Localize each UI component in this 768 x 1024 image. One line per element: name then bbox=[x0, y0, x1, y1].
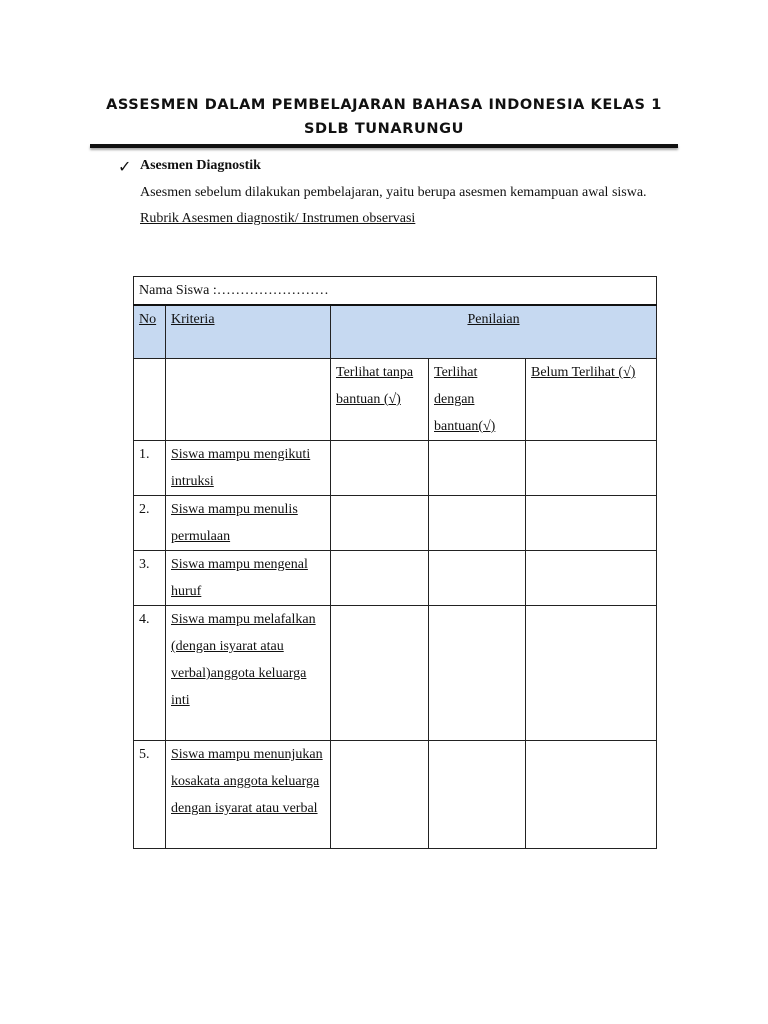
subheader-cell bbox=[429, 359, 526, 441]
col-header-penilaian-text: Penilaian bbox=[467, 312, 520, 327]
title-line-2: SDLB TUNARUNGU bbox=[304, 121, 464, 137]
row-number: 5. bbox=[134, 741, 166, 849]
row-criteria bbox=[166, 496, 331, 551]
section-heading-text: Asesmen Diagnostik bbox=[140, 158, 261, 173]
row-criteria-text: Siswa mampu mengikuti intruksi bbox=[171, 447, 311, 489]
table-row bbox=[134, 441, 657, 496]
row-criteria-text: Siswa mampu mengenal huruf bbox=[171, 557, 308, 599]
rubric-label: Rubrik Asesmen diagnostik/ Instrumen observasi bbox=[140, 211, 416, 226]
score-cell[interactable] bbox=[429, 741, 526, 849]
row-criteria-text: Siswa mampu melafalkan (dengan isyarat atau verbal)anggota keluarga inti bbox=[171, 612, 316, 708]
score-cell[interactable] bbox=[526, 441, 657, 496]
table-row bbox=[134, 741, 657, 849]
diagnostic-section bbox=[118, 156, 658, 232]
score-cell[interactable] bbox=[429, 496, 526, 551]
row-number: 1. bbox=[134, 441, 166, 496]
score-cell[interactable] bbox=[429, 606, 526, 741]
checkmark-icon: ✓ bbox=[118, 156, 132, 176]
col-header-no-text: No bbox=[139, 312, 157, 327]
student-name-row bbox=[134, 277, 657, 306]
score-cell[interactable] bbox=[331, 496, 429, 551]
col-header-no bbox=[134, 305, 166, 359]
score-cell[interactable] bbox=[429, 441, 526, 496]
col-header-penilaian bbox=[331, 305, 657, 359]
score-cell[interactable] bbox=[526, 606, 657, 741]
table-header-row bbox=[134, 305, 657, 359]
score-cell[interactable] bbox=[331, 606, 429, 741]
score-cell[interactable] bbox=[526, 551, 657, 606]
score-cell[interactable] bbox=[526, 496, 657, 551]
title-line-1: ASSESMEN DALAM PEMBELAJARAN BAHASA INDONESIA KELAS 1 bbox=[106, 97, 662, 113]
score-cell[interactable] bbox=[331, 441, 429, 496]
score-cell[interactable] bbox=[331, 741, 429, 849]
col-header-kriteria-text: Kriteria bbox=[171, 312, 215, 327]
row-criteria bbox=[166, 441, 331, 496]
row-criteria bbox=[166, 741, 331, 849]
subheader-empty-no bbox=[134, 359, 166, 441]
title-divider bbox=[90, 144, 678, 148]
row-criteria bbox=[166, 551, 331, 606]
assessment-table bbox=[133, 276, 657, 849]
score-cell[interactable] bbox=[429, 551, 526, 606]
student-name-label: Nama Siswa :…………………… bbox=[139, 283, 329, 298]
student-name-field[interactable] bbox=[134, 277, 657, 306]
table-row bbox=[134, 496, 657, 551]
subheader-cell bbox=[331, 359, 429, 441]
subheader-row bbox=[134, 359, 657, 441]
row-criteria-text: Siswa mampu menunjukan kosakata anggota keluarga dengan isyarat atau verbal bbox=[171, 747, 323, 816]
subheader-text: Belum Terlihat (√) bbox=[531, 365, 636, 380]
row-criteria-text: Siswa mampu menulis permulaan bbox=[171, 502, 298, 544]
subheader-cell bbox=[526, 359, 657, 441]
col-header-kriteria bbox=[166, 305, 331, 359]
subheader-empty-kriteria bbox=[166, 359, 331, 441]
score-cell[interactable] bbox=[526, 741, 657, 849]
document-title bbox=[90, 93, 678, 141]
subheader-text: Terlihat dengan bantuan(√) bbox=[434, 365, 496, 434]
table-row bbox=[134, 551, 657, 606]
section-description: Asesmen sebelum dilakukan pembelajaran, yaitu berupa asesmen kemampuan awal siswa. bbox=[140, 185, 647, 200]
row-criteria bbox=[166, 606, 331, 741]
table-row bbox=[134, 606, 657, 741]
row-number: 2. bbox=[134, 496, 166, 551]
row-number: 4. bbox=[134, 606, 166, 741]
score-cell[interactable] bbox=[331, 551, 429, 606]
subheader-text: Terlihat tanpa bantuan (√) bbox=[336, 365, 414, 407]
section-heading bbox=[118, 156, 658, 176]
row-number: 3. bbox=[134, 551, 166, 606]
